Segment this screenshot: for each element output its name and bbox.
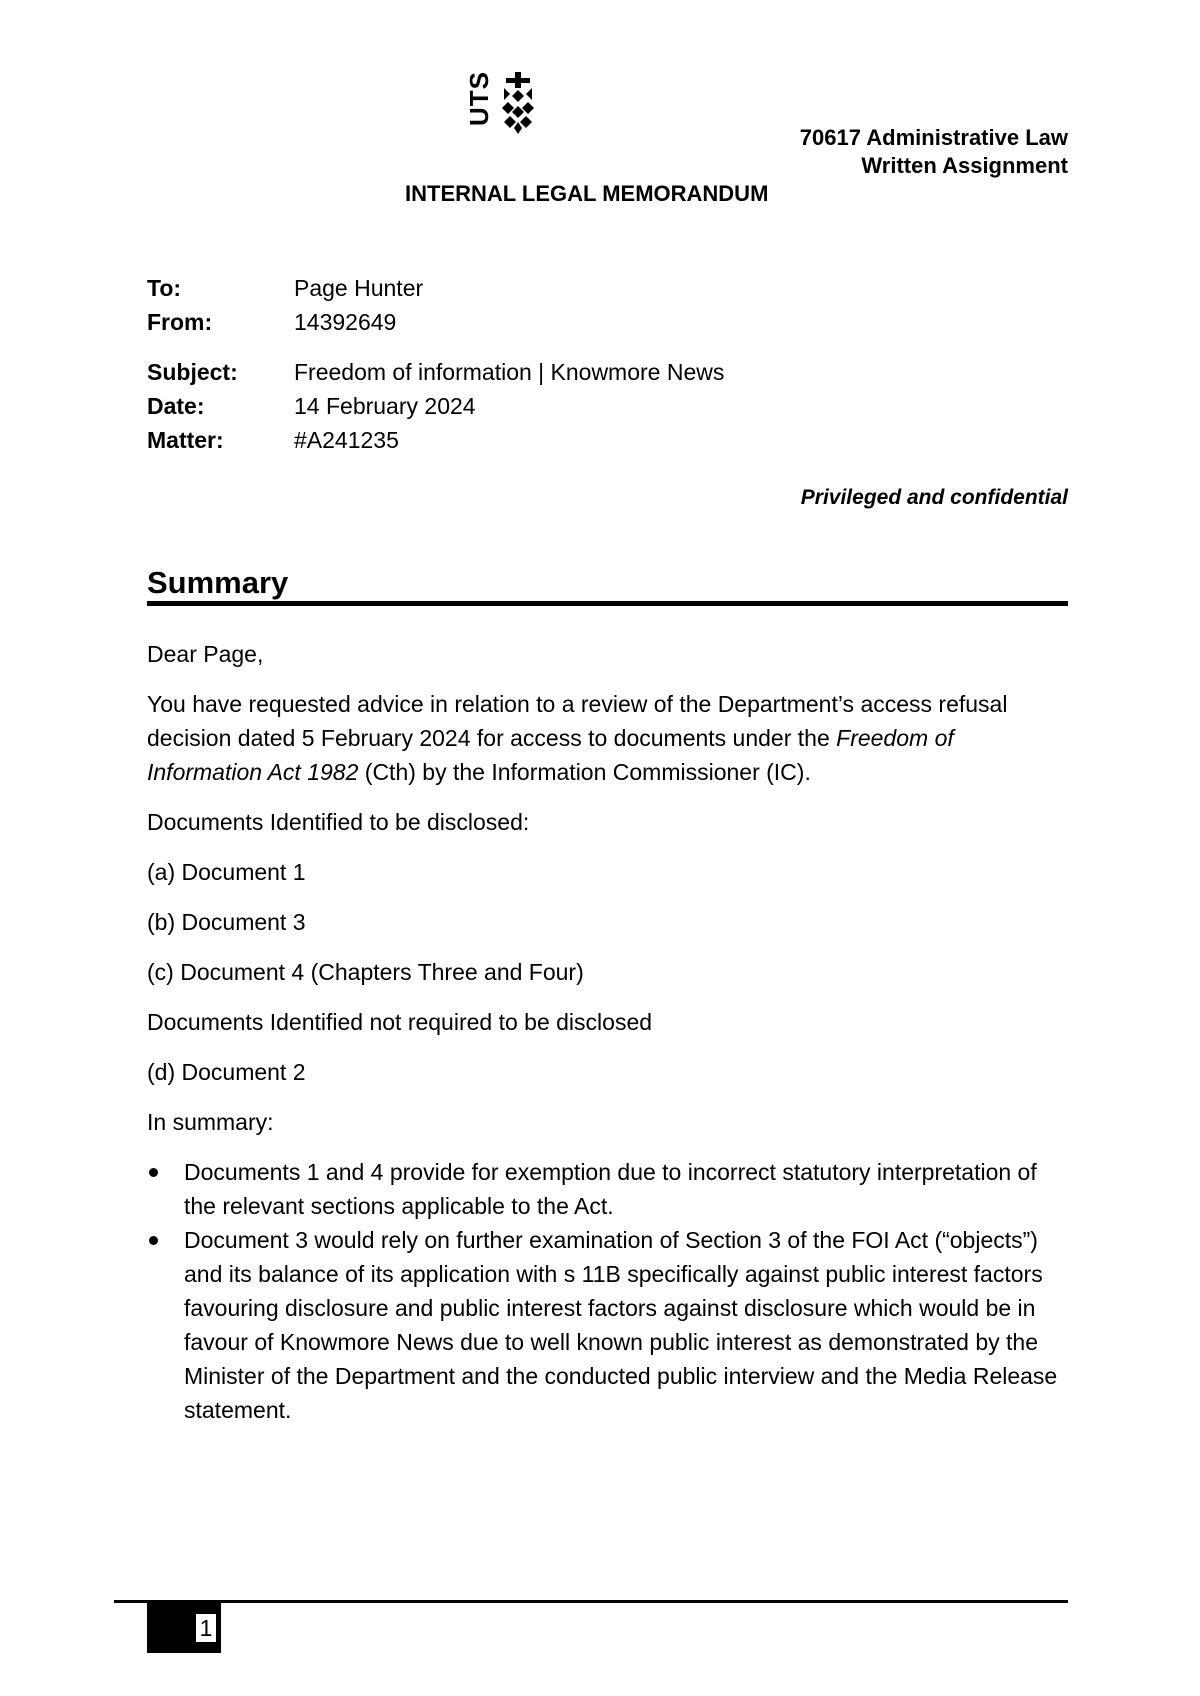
in-summary-label: In summary: bbox=[147, 1109, 274, 1135]
matter-value: #A241235 bbox=[294, 427, 399, 453]
list-item: (d) Document 2 bbox=[147, 1059, 306, 1085]
course-info bbox=[800, 124, 1068, 180]
from-label: From: bbox=[147, 309, 213, 335]
list-item: (a) Document 1 bbox=[147, 859, 306, 885]
intro-text-part2: (Cth) by the Information Commissioner (IC). bbox=[358, 759, 811, 785]
not-disclosed-heading: Documents Identified not required to be disclosed bbox=[147, 1009, 653, 1035]
bullet-item bbox=[147, 1223, 1068, 1427]
summary-divider bbox=[147, 601, 1068, 606]
intro-act-name: Freedom of Information Act 1982 bbox=[147, 725, 954, 785]
course-code-title: 70617 Administrative Law bbox=[799, 125, 1068, 150]
subject-label: Subject: bbox=[147, 359, 238, 385]
intro-paragraph bbox=[147, 687, 1068, 789]
summary-heading: Summary bbox=[147, 565, 289, 600]
subject-value: Freedom of information | Knowmore News bbox=[294, 359, 725, 385]
bullet-icon bbox=[149, 1236, 158, 1245]
assignment-type: Written Assignment bbox=[861, 153, 1068, 178]
footer-divider bbox=[114, 1600, 1068, 1603]
privileged-notice: Privileged and confidential bbox=[800, 486, 1068, 509]
disclosed-heading: Documents Identified to be disclosed: bbox=[147, 809, 530, 835]
page-number: 1 bbox=[196, 1614, 216, 1642]
to-value: Page Hunter bbox=[294, 275, 424, 301]
bullet-icon bbox=[149, 1168, 158, 1177]
summary-bullets bbox=[147, 1155, 1068, 1427]
matter-label: Matter: bbox=[147, 427, 224, 453]
bullet-text: Document 3 would rely on further examination of Section 3 of the FOI Act (“objects”) and its balance of its application with s 11B specifically against public interest factors favouring disclosure and public interest factors against disclosure which would be in favour of Knowmore News due to well known public interest as demonstrated by the Minister of the Department and the conducted public interview and the Media Release statement. bbox=[184, 1227, 1058, 1423]
list-item: (b) Document 3 bbox=[147, 909, 306, 935]
bullet-item bbox=[147, 1155, 1068, 1223]
date-label: Date: bbox=[147, 393, 205, 419]
memo-title: INTERNAL LEGAL MEMORANDUM bbox=[405, 181, 769, 206]
greeting: Dear Page, bbox=[147, 641, 264, 667]
list-item: (c) Document 4 (Chapters Three and Four) bbox=[147, 959, 584, 985]
to-label: To: bbox=[147, 275, 182, 301]
date-value: 14 February 2024 bbox=[294, 393, 476, 419]
intro-text-part1: You have requested advice in relation to a review of the Department’s access refusal decision dated 5 February 2024 for access to documents under the bbox=[147, 691, 1008, 751]
uts-crest-icon bbox=[500, 72, 536, 134]
bullet-text: Documents 1 and 4 provide for exemption due to incorrect statutory interpretation of the relevant sections applicable to the Act. bbox=[184, 1159, 1037, 1219]
from-value: 14392649 bbox=[294, 309, 397, 335]
uts-logo-text: UTS bbox=[464, 71, 494, 126]
